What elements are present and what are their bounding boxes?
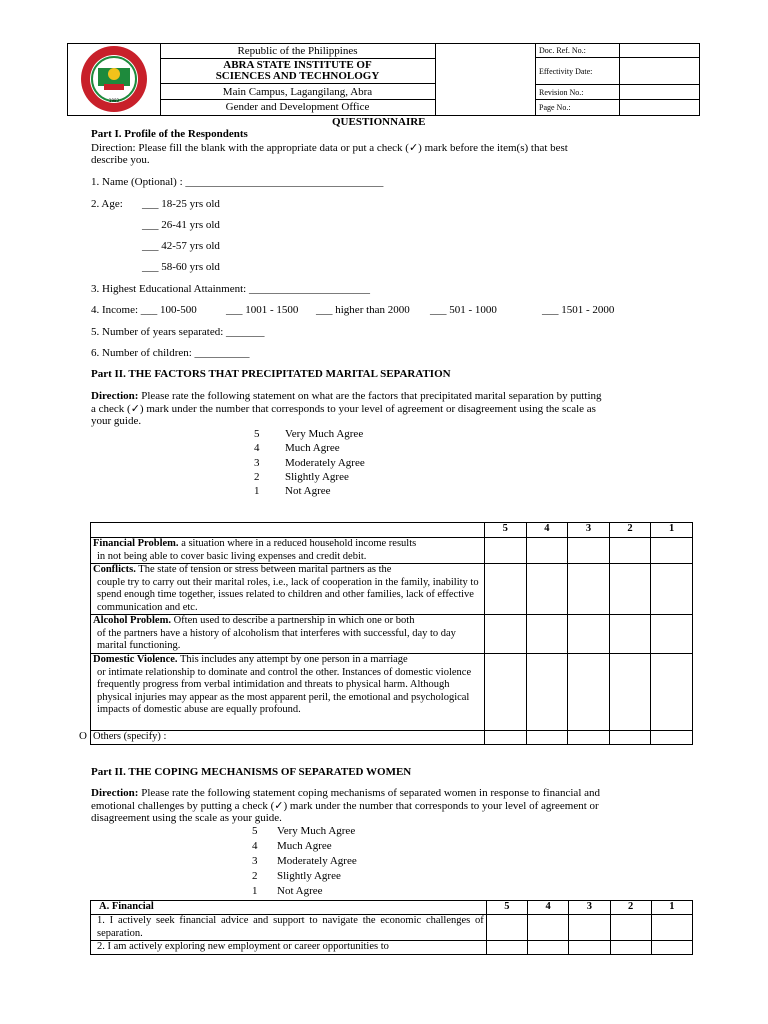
- income-option[interactable]: 4. Income: ___ 100-500: [91, 304, 197, 316]
- statement-cell: Alcohol Problem. Often used to describe a partnership in which one or both of the partners have a history of alcoholism that interferes with successful, day to day marital functioning.: [91, 615, 485, 654]
- rating-cell[interactable]: [651, 615, 693, 654]
- scale-label: Very Much Agree: [277, 825, 356, 837]
- factors-rating-table: [90, 522, 693, 745]
- rating-cell[interactable]: [568, 564, 610, 615]
- part1-direction-line2: describe you.: [91, 154, 150, 166]
- republic-text: Republic of the Philippines: [160, 44, 435, 59]
- rating-cell[interactable]: [609, 654, 651, 731]
- statement-cell: Domestic Violence. This includes any attempt by one person in a marriage or intimate relationship to dominate and control the other. Instances of domestic violence frequently progress from verbal intimidation and threats to physical harm. Although physical injuries may appear as the most apparent peril, the emotional and psychological impacts of domestic abuse are equally profound.: [91, 654, 485, 731]
- scale-number: 4: [252, 840, 258, 852]
- scale-label: Moderately Agree: [277, 855, 357, 867]
- part1-direction-line1: Direction: Please fill the blank with the appropriate data or put a check (✓) mark before the item(s) that best: [91, 142, 568, 154]
- rating-cell[interactable]: [651, 654, 693, 731]
- coping-rating-table: [90, 900, 693, 955]
- table-row: [91, 615, 693, 654]
- rating-cell[interactable]: [484, 538, 526, 564]
- rating-cell[interactable]: [484, 731, 526, 745]
- rating-cell[interactable]: [568, 731, 610, 745]
- column-header: 2: [609, 523, 651, 538]
- age-label: 2. Age:: [91, 198, 123, 210]
- rating-cell[interactable]: [651, 538, 693, 564]
- children-field[interactable]: 6. Number of children: __________: [91, 347, 250, 359]
- income-option[interactable]: ___ 501 - 1000: [430, 304, 497, 316]
- doc-ref-label: Doc. Ref. No.:: [535, 44, 619, 58]
- office-text: Gender and Development Office: [225, 101, 370, 113]
- name-field[interactable]: 1. Name (Optional) : ____________________________________: [91, 176, 384, 188]
- table-header-row: [91, 523, 693, 538]
- rating-cell[interactable]: [651, 731, 693, 745]
- scale-label: Slightly Agree: [285, 471, 349, 483]
- statement-cell: Financial Problem. a situation where in a reduced household income results in not being able to cover basic living expenses and credit debit.: [91, 538, 485, 564]
- revision-value[interactable]: [619, 85, 699, 100]
- column-header: 4: [526, 523, 568, 538]
- rating-cell[interactable]: [484, 615, 526, 654]
- rating-cell[interactable]: [651, 941, 692, 955]
- scale-number: 3: [254, 457, 260, 469]
- age-option[interactable]: ___ 58-60 yrs old: [142, 261, 220, 273]
- table-header-row: [91, 901, 693, 915]
- income-option[interactable]: ___ 1501 - 2000: [542, 304, 615, 316]
- rating-cell[interactable]: [610, 941, 651, 955]
- table-row: [91, 915, 693, 941]
- scale-label: Moderately Agree: [285, 457, 365, 469]
- scale-label: Not Agree: [285, 485, 331, 497]
- effectivity-value[interactable]: [619, 58, 699, 85]
- doc-control-labels: [535, 44, 620, 115]
- rating-cell[interactable]: [526, 564, 568, 615]
- column-header: 3: [569, 901, 610, 915]
- education-field[interactable]: 3. Highest Educational Attainment: ______________________: [91, 283, 370, 295]
- scale-label: Slightly Agree: [277, 870, 341, 882]
- rating-cell[interactable]: [609, 538, 651, 564]
- scale-number: 1: [254, 485, 260, 497]
- scale-number: 3: [252, 855, 258, 867]
- rating-cell[interactable]: [526, 615, 568, 654]
- age-option[interactable]: ___ 42-57 yrs old: [142, 240, 220, 252]
- income-option[interactable]: ___ higher than 2000: [316, 304, 410, 316]
- rating-cell[interactable]: [486, 941, 527, 955]
- income-option[interactable]: ___ 1001 - 1500: [226, 304, 299, 316]
- column-header: 5: [484, 523, 526, 538]
- column-header: 1: [651, 901, 692, 915]
- scale-label: Very Much Agree: [285, 428, 364, 440]
- rating-cell[interactable]: [609, 615, 651, 654]
- effectivity-label: Effectivity Date:: [535, 58, 619, 85]
- doc-ref-value[interactable]: [619, 44, 699, 58]
- document-header: [67, 43, 700, 116]
- table-row: [91, 654, 693, 731]
- page-label: Page No.:: [539, 103, 571, 112]
- rating-cell[interactable]: [568, 538, 610, 564]
- logo-cell: [68, 44, 161, 115]
- header-blank-cell: [435, 44, 536, 115]
- age-option[interactable]: ___ 26-41 yrs old: [142, 219, 220, 231]
- scale-number: 2: [254, 471, 260, 483]
- revision-label: Revision No.:: [535, 85, 619, 100]
- page-value[interactable]: [619, 100, 699, 115]
- scale-number: 1: [252, 885, 258, 897]
- part2-direction-line2: a check (✓) mark under the number that corresponds to your level of agreement or disagreement using the scale as: [91, 403, 596, 415]
- part2-heading: Part II. THE FACTORS THAT PRECIPITATED MARITAL SEPARATION: [91, 368, 451, 380]
- part1-heading: Part I. Profile of the Respondents: [91, 128, 248, 140]
- column-header: 4: [528, 901, 569, 915]
- rating-cell[interactable]: [568, 615, 610, 654]
- table-row: [91, 731, 693, 745]
- scale-label: Much Agree: [285, 442, 340, 454]
- part3-heading: Part II. THE COPING MECHANISMS OF SEPARATED WOMEN: [91, 766, 412, 778]
- svg-text:1983: 1983: [108, 98, 120, 103]
- doc-control-values: [619, 44, 699, 115]
- rating-cell[interactable]: [568, 654, 610, 731]
- campus-text: Main Campus, Lagangilang, Abra: [160, 84, 435, 100]
- rating-cell[interactable]: [651, 915, 692, 941]
- rating-cell[interactable]: [569, 941, 610, 955]
- rating-cell[interactable]: [610, 915, 651, 941]
- part2-direction-line3: your guide.: [91, 415, 142, 427]
- table-row: [91, 564, 693, 615]
- part2-direction-line1: Direction: Please rate the following statement on what are the factors that precipitated marital separation by putting: [91, 390, 602, 402]
- rating-cell[interactable]: [526, 731, 568, 745]
- rating-cell[interactable]: [484, 564, 526, 615]
- rating-cell[interactable]: [484, 654, 526, 731]
- institution-name: ABRA STATE INSTITUTE OF SCIENCES AND TECHNOLOGY: [160, 59, 435, 84]
- statement-cell: 2. I am actively exploring new employment or career opportunities to: [91, 941, 487, 955]
- column-header: 1: [651, 523, 693, 538]
- part3-direction-line2: emotional challenges by putting a check (✓) mark under the number that corresponds to your level of agreement or: [91, 800, 599, 812]
- rating-cell[interactable]: [651, 564, 693, 615]
- column-header: 2: [610, 901, 651, 915]
- rating-cell[interactable]: [486, 915, 527, 941]
- statement-header-cell: [91, 523, 485, 538]
- part3-direction-line1: Direction: Please rate the following statement coping mechanisms of separated women in response to financial and: [91, 787, 601, 799]
- rating-cell[interactable]: [609, 564, 651, 615]
- scale-number: 5: [254, 428, 260, 440]
- column-header: 5: [486, 901, 527, 915]
- age-option[interactable]: ___ 18-25 yrs old: [142, 198, 220, 210]
- others-marker: O: [79, 730, 87, 742]
- rating-cell[interactable]: [569, 915, 610, 941]
- years-separated-field[interactable]: 5. Number of years separated: _______: [91, 326, 265, 338]
- rating-cell[interactable]: [528, 915, 569, 941]
- statement-cell: Conflicts. The state of tension or stress between marital partners as the couple try to carry out their marital roles, i.e., lack of cooperation in the family, inability to spend enough time together, issues related to children and other families, lack of effective communication and etc.: [91, 564, 485, 615]
- rating-cell[interactable]: [528, 941, 569, 955]
- others-cell[interactable]: Others (specify) :: [91, 731, 485, 745]
- column-header: 3: [568, 523, 610, 538]
- scale-number: 5: [252, 825, 258, 837]
- rating-cell[interactable]: [609, 731, 651, 745]
- scale-label: Much Agree: [277, 840, 332, 852]
- table-row: [91, 538, 693, 564]
- section-header-cell: A. Financial: [91, 901, 487, 915]
- scale-label: Not Agree: [277, 885, 323, 897]
- rating-cell[interactable]: [526, 538, 568, 564]
- statement-cell: 1. I actively seek financial advice and support to navigate the economic challenges of separation.: [91, 915, 487, 941]
- institution-seal-logo: [68, 44, 160, 115]
- scale-number: 2: [252, 870, 258, 882]
- questionnaire-title: QUESTIONNAIRE: [332, 116, 426, 128]
- rating-cell[interactable]: [526, 654, 568, 731]
- table-row: [91, 941, 693, 955]
- scale-number: 4: [254, 442, 260, 454]
- institution-info: [160, 44, 436, 115]
- part3-direction-line3: disagreement using the scale as your guide.: [91, 812, 282, 824]
